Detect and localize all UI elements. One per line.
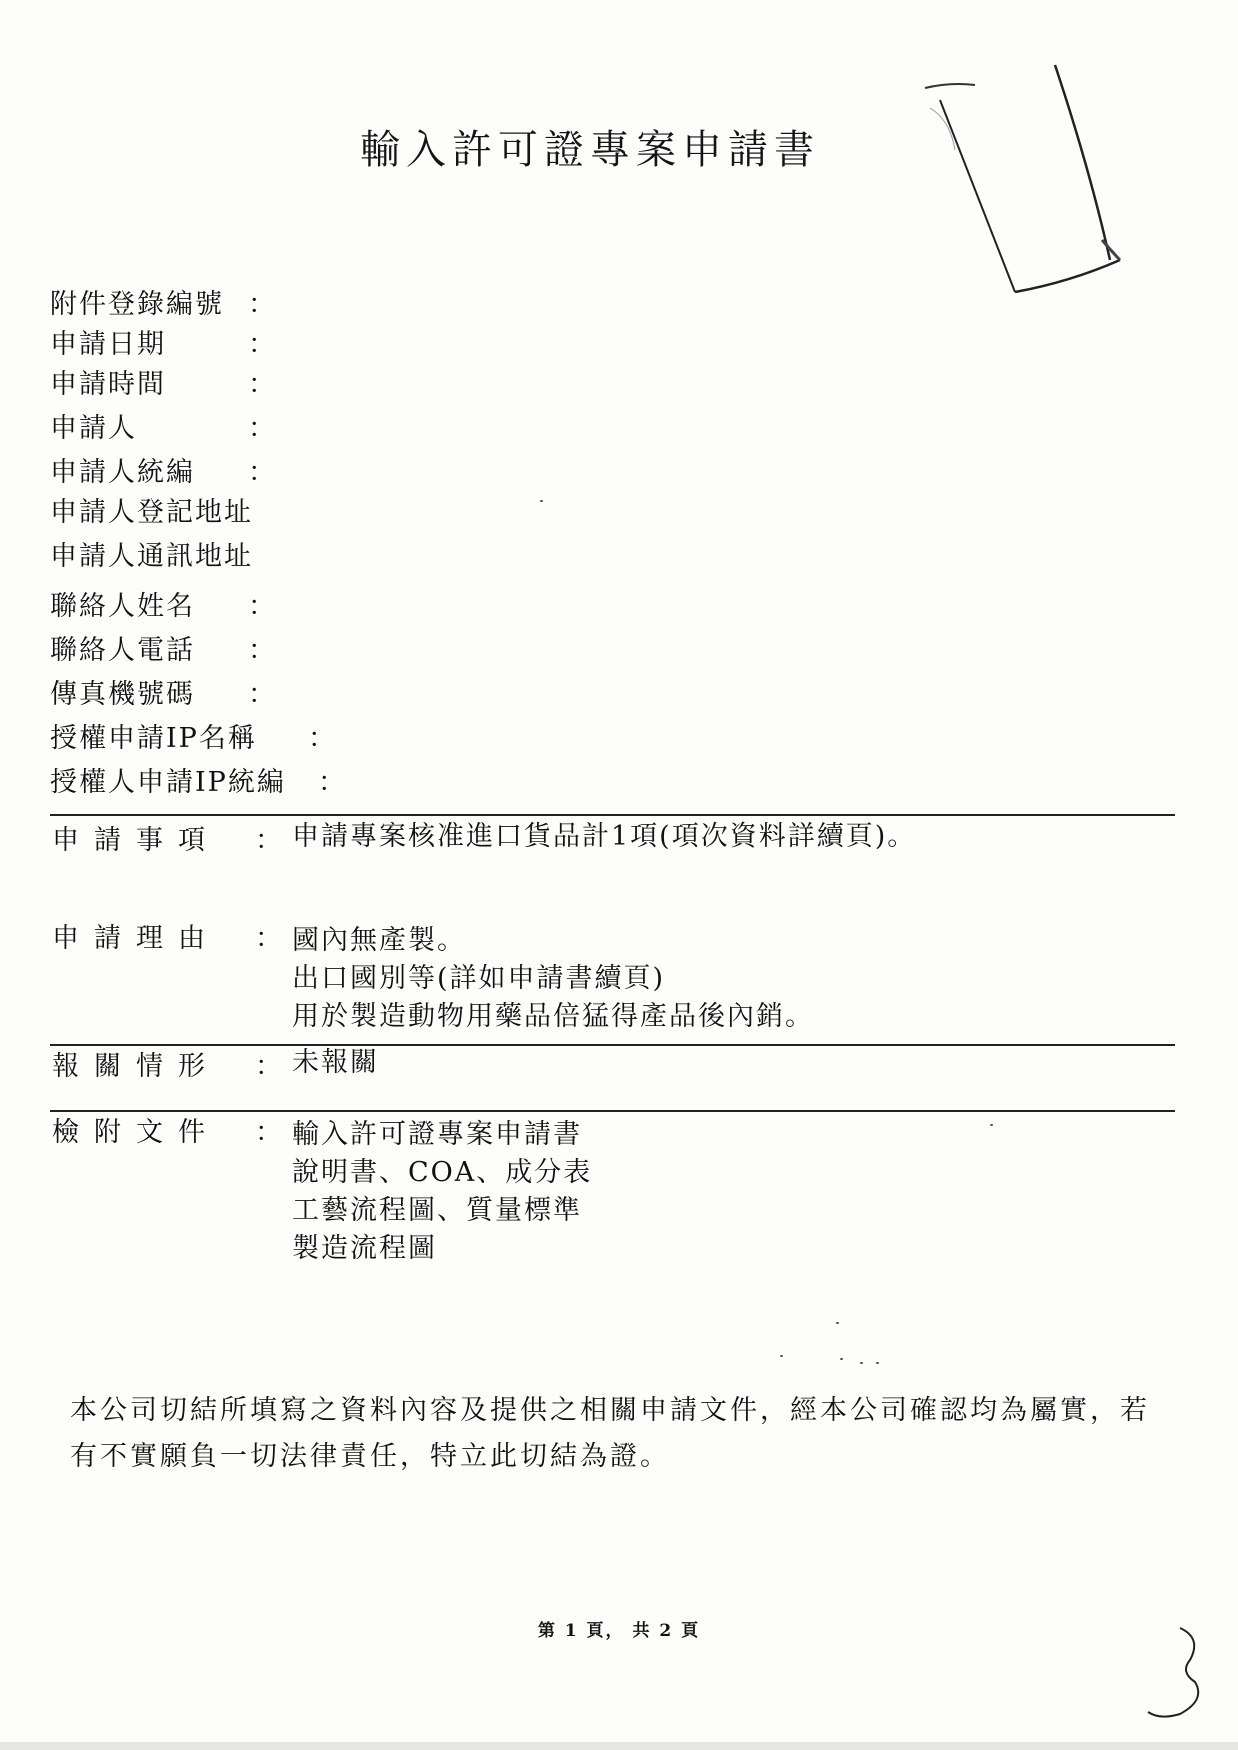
reason-line: 出口國別等(詳如申請書續頁) bbox=[292, 963, 666, 994]
field-colon: ： bbox=[248, 413, 277, 444]
field-applicant-registered-address bbox=[50, 490, 253, 529]
scan-speck bbox=[780, 1355, 783, 1357]
page-number: 第 1 頁， 共 2 頁 bbox=[537, 1621, 701, 1641]
field-label: 申請人 bbox=[50, 413, 137, 444]
field-label: 附件登錄編號 bbox=[50, 289, 224, 320]
reason-line: 國內無產製。 bbox=[292, 925, 466, 956]
field-colon: ： bbox=[248, 289, 277, 320]
field-label: 授權申請IP名稱 bbox=[50, 723, 257, 754]
scan-speck bbox=[860, 1362, 863, 1364]
field-applicant-mailing-address bbox=[50, 534, 253, 573]
scan-speck bbox=[990, 1124, 993, 1126]
field-applicant bbox=[50, 406, 277, 445]
application-item-text: 申請專案核准進口貨品計1項(項次資料詳續頁)。 bbox=[292, 821, 917, 852]
field-contact-phone bbox=[50, 628, 277, 667]
scan-speck bbox=[876, 1362, 879, 1364]
section-label-application-reason: 申請理由 bbox=[52, 923, 220, 954]
field-contact-name bbox=[50, 584, 277, 623]
scan-speck bbox=[840, 1358, 843, 1360]
field-colon: ： bbox=[248, 679, 277, 710]
field-colon: ： bbox=[248, 457, 277, 488]
field-colon: ： bbox=[308, 723, 337, 754]
field-authorized-ip-name bbox=[50, 716, 337, 755]
section-colon: ： bbox=[255, 1051, 282, 1082]
field-label: 申請人登記地址 bbox=[50, 497, 253, 528]
field-applicant-tax-id bbox=[50, 450, 277, 489]
field-colon: ： bbox=[318, 767, 347, 798]
section-colon: ： bbox=[255, 923, 282, 954]
attachment-line: 製造流程圖 bbox=[292, 1233, 437, 1264]
divider bbox=[50, 814, 1175, 816]
attachment-line: 輸入許可證專案申請書 bbox=[292, 1119, 582, 1150]
section-label-attachments: 檢附文件 bbox=[52, 1117, 220, 1148]
field-fax-number bbox=[50, 672, 277, 711]
field-authorized-ip-tax-id bbox=[50, 760, 347, 799]
section-colon: ： bbox=[255, 1117, 282, 1148]
field-colon: ： bbox=[248, 591, 277, 622]
attachments-lines bbox=[292, 1116, 592, 1268]
attachment-line: 說明書、COA、成分表 bbox=[292, 1157, 593, 1188]
field-label: 申請人通訊地址 bbox=[50, 541, 253, 572]
field-label: 申請日期 bbox=[50, 329, 166, 360]
field-label: 授權人申請IP統編 bbox=[50, 767, 286, 798]
customs-status-text: 未報關 bbox=[292, 1047, 379, 1078]
field-colon: ： bbox=[248, 635, 277, 666]
field-application-date bbox=[50, 322, 277, 361]
field-label: 申請時間 bbox=[50, 369, 166, 400]
section-label-application-item: 申請事項 bbox=[52, 825, 220, 856]
section-colon: ： bbox=[255, 825, 282, 856]
field-application-time bbox=[50, 362, 277, 401]
field-label: 傳真機號碼 bbox=[50, 679, 195, 710]
folded-corner-mark-icon bbox=[920, 60, 1130, 310]
attachment-line: 工藝流程圖、質量標準 bbox=[292, 1195, 582, 1226]
handwritten-mark-icon bbox=[1140, 1620, 1210, 1730]
application-reason-lines bbox=[292, 922, 814, 1036]
scan-speck bbox=[540, 500, 543, 502]
scan-speck bbox=[836, 1322, 839, 1324]
field-attachment-registration-number bbox=[50, 282, 277, 321]
document-title: 輸入許可證專案申請書 bbox=[360, 127, 820, 173]
field-colon: ： bbox=[248, 369, 277, 400]
scan-bottom-edge bbox=[0, 1742, 1238, 1750]
section-label-customs-status: 報關情形 bbox=[52, 1051, 220, 1082]
declaration-text: 本公司切結所填寫之資料內容及提供之相關申請文件，經本公司確認均為屬實，若有不實願負一切法律責任，特立此切結為證。 bbox=[70, 1395, 1150, 1472]
reason-line: 用於製造動物用藥品倍猛得產品後內銷。 bbox=[292, 1001, 814, 1032]
field-label: 聯絡人電話 bbox=[50, 635, 195, 666]
field-label: 申請人統編 bbox=[50, 457, 195, 488]
field-label: 聯絡人姓名 bbox=[50, 591, 195, 622]
field-colon: ： bbox=[248, 329, 277, 360]
